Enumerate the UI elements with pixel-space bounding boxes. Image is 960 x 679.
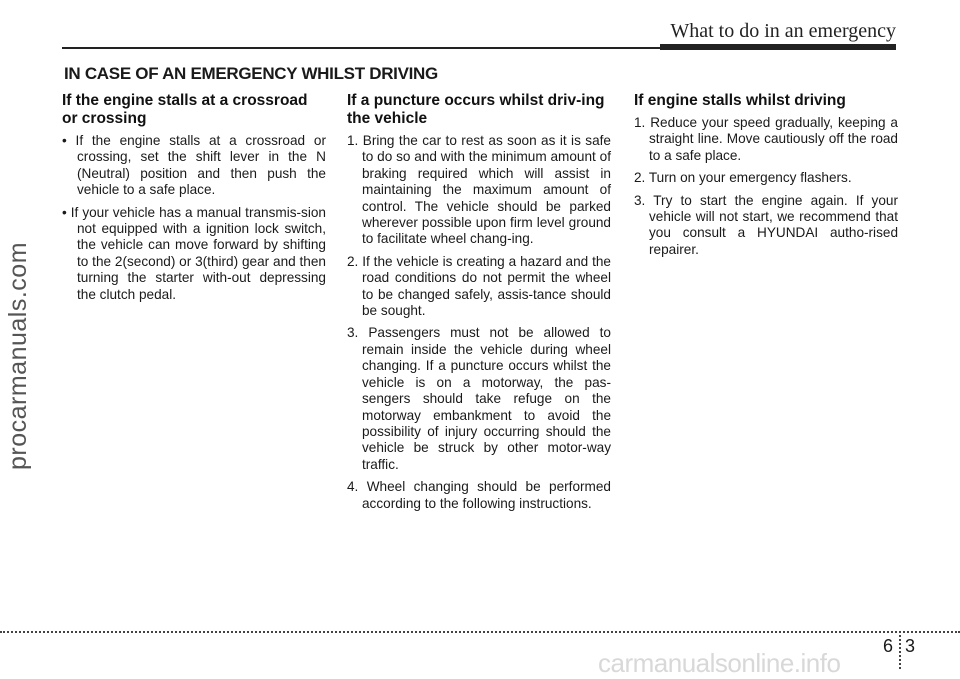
column-engine-stalls-driving — [634, 92, 898, 264]
list-item: 3. Passengers must not be allowed to remain inside the vehicle during wheel changing. If a puncture occurs whilst the vehicle is on a motorway, the pas-sengers should take refuge on the motorway embankment to avoid the possibility of injury occurring should the vehicle be struck by other motor-way traffic. — [347, 325, 611, 472]
list-item: 4. Wheel changing should be performed according to the following instructions. — [347, 479, 611, 511]
side-watermark: procarmanuals.com — [4, 241, 32, 470]
list-item: 1. Reduce your speed gradually, keeping a straight line. Move cautiously off the road to a safe place. — [634, 115, 898, 163]
page-number: 3 — [905, 636, 916, 656]
section-title: IN CASE OF AN EMERGENCY WHILST DRIVING — [64, 64, 438, 83]
subheading-engine-stalls-driving: If engine stalls whilst driving — [634, 92, 846, 109]
header-rule-accent — [660, 44, 896, 50]
list-item: • If the engine stalls at a crossroad or crossing, set the shift lever in the N (Neutral) position and then push the vehicle to a safe place. — [62, 133, 326, 198]
list-item: 1. Bring the car to rest as soon as it is safe to do so and with the minimum amount of braking required which will assist in maintaining the maximum amount of control. The vehicle should be parked wherever possible upon firm level ground to facilitate wheel chang-ing. — [347, 133, 611, 247]
list-item: • If your vehicle has a manual transmis-sion not equipped with a ignition lock switch, the vehicle can move forward by shifting to the 2(second) or 3(third) gear and then turning the starter with-out depressing the clutch pedal. — [62, 204, 326, 302]
list-item: 2. If the vehicle is creating a hazard and the road conditions do not permit the wheel to be changed safely, assis-tance should be sought. — [347, 253, 611, 319]
chapter-number: 6 — [883, 636, 894, 656]
column-puncture — [347, 92, 611, 518]
running-header-title: What to do in an emergency — [670, 20, 896, 42]
column-engine-stalls-crossroad — [62, 92, 326, 309]
footer-watermark: carmanualsonline.info — [598, 648, 841, 678]
footer-divider — [899, 631, 901, 669]
list-item: 2. Turn on your emergency flashers. — [634, 170, 852, 186]
footer-rule — [0, 631, 960, 633]
list-item: 3. Try to start the engine again. If your vehicle will not start, we recommend that you consult a HYUNDAI autho-rised repairer. — [634, 192, 898, 257]
subheading-puncture: If a puncture occurs whilst driv-ing the vehicle — [347, 92, 605, 127]
subheading-engine-stalls-crossroad: If the engine stalls at a crossroad or crossing — [62, 92, 308, 127]
